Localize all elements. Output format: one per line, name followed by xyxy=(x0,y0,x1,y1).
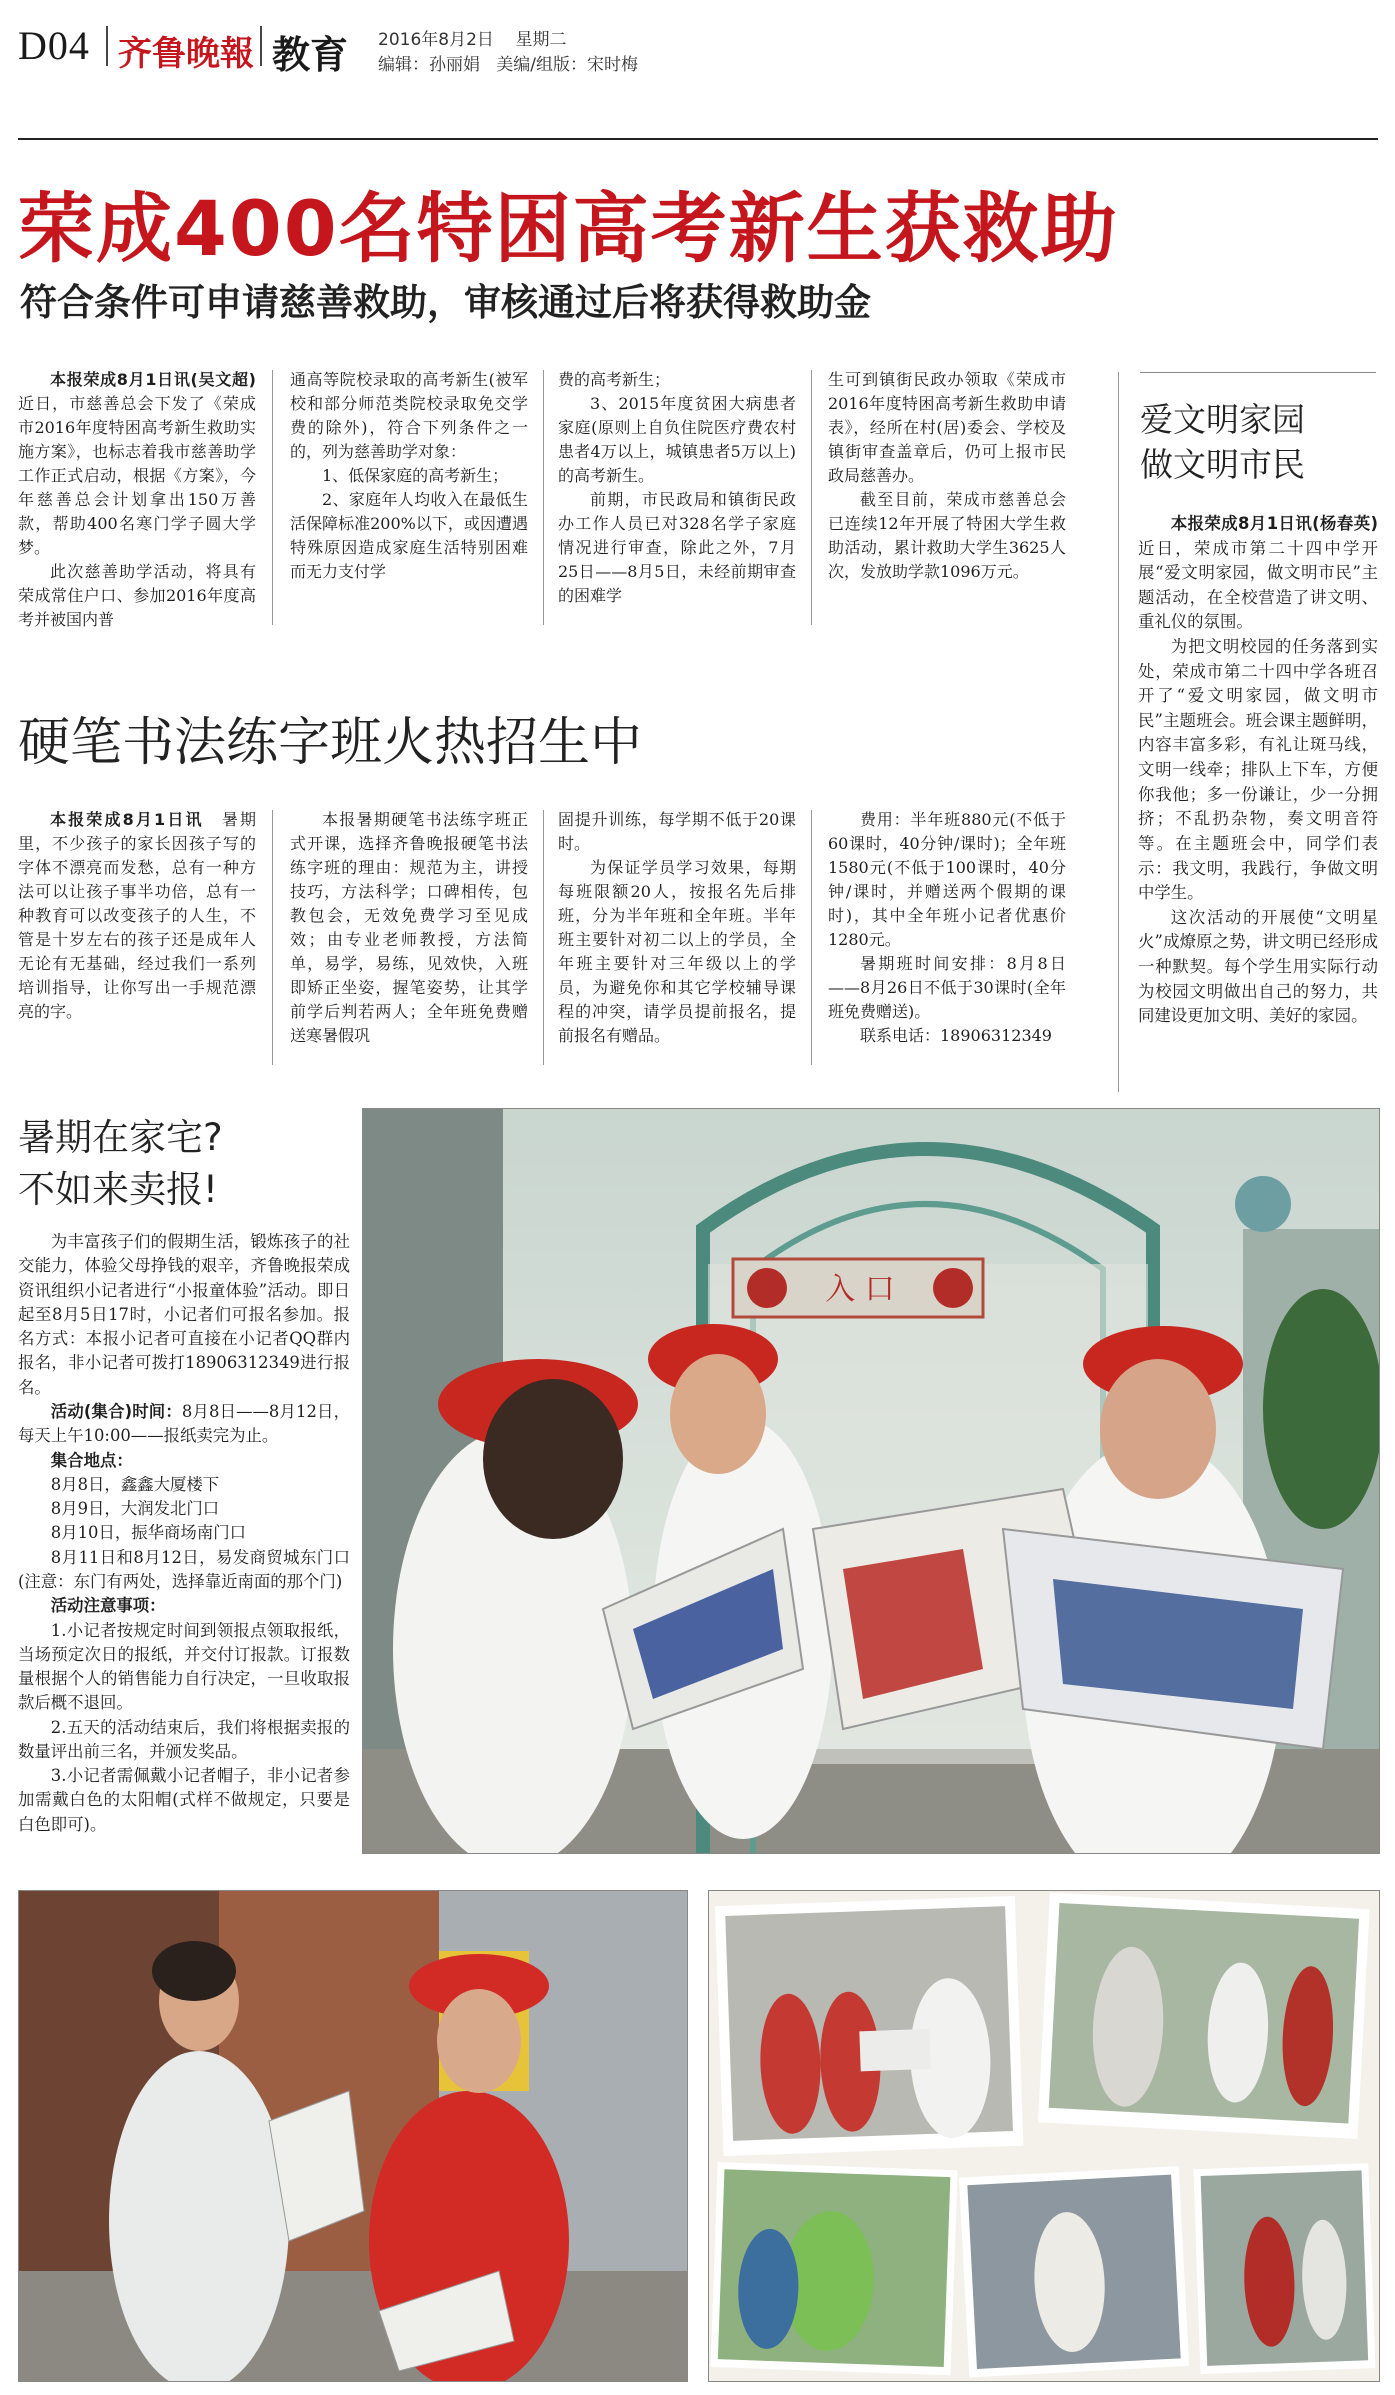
issue-weekday: 星期二 xyxy=(515,30,567,50)
article1-column-3 xyxy=(558,368,796,608)
paragraph-text: 前期，市民政局和镇街民政办工作人员已对328名学子家庭情况进行审查，除此之外，7月25日——8月5日，未经前期审查的困难学 xyxy=(558,490,796,605)
paragraph-text: 为把文明校园的任务落到实处，荣成市第二十四中学各班召开了“爱文明家园，做文明市民”主题班会。班会课主题鲜明，内容丰富多彩，有礼让斑马线，文明一线牵；排队上下车，方便你我他；多一份谦让，少一分拥挤；不乱扔杂物，奏文明音符等。在主题班会中，同学们表示：我文明，我践行，争做文明中学生。 xyxy=(1138,637,1378,903)
sidebar-title-line-2: 做文明市民 xyxy=(1140,444,1305,484)
paragraph-text: 这次活动的开展使“文明星火”成燎原之势，讲文明已经形成一种默契。每个学生用实际行动为校园文明做出自己的努力，共同建设更加文明、美好的家园。 xyxy=(1138,907,1378,1026)
box-place-item: 8月11日和8月12日，易发商贸城东门口(注意：东门有两处，选择靠近南面的那个门) xyxy=(18,1547,350,1591)
paragraph xyxy=(290,368,528,464)
article1-column-2 xyxy=(290,368,528,584)
paragraph-text: 联系电话：18906312349 xyxy=(860,1026,1052,1045)
paragraph xyxy=(558,856,796,1048)
paragraph-text: 生可到镇街民政办领取《荣成市2016年度特困高考新生救助申请表》，经所在村(居)委会、学校及镇街审查盖章后，仍可上报市民政局慈善办。 xyxy=(828,370,1066,485)
paragraph xyxy=(558,392,796,488)
article1-column-4 xyxy=(828,368,1066,584)
editor-credit: 编辑：孙丽娟 xyxy=(378,55,480,75)
column-rule xyxy=(543,370,544,625)
paragraph-text: 暑期班时间安排：8月8日——8月26日不低于30课时(全年班免费赠送)。 xyxy=(828,954,1066,1021)
paragraph-text: 近日，荣成市第二十四中学开展“爱文明家园，做文明市民”主题活动，在全校营造了讲文明、重礼仪的氛围。 xyxy=(1138,538,1378,632)
box-time-text: 8月8日——8月12日，每天上午10:00——报纸卖完为止。 xyxy=(18,1401,350,1446)
box-time xyxy=(18,1400,350,1449)
sidebar-rule xyxy=(1140,372,1376,373)
article1-column-1 xyxy=(18,368,273,632)
paragraph-text: 费的高考新生； xyxy=(558,370,671,389)
box-place-item: 8月9日，大润发北门口 xyxy=(50,1499,220,1519)
box-place-item: 8月10日，振华商场南门口 xyxy=(50,1523,246,1543)
box-title-line-2: 不如来卖报! xyxy=(18,1167,218,1211)
sidebar-divider xyxy=(1118,372,1119,1092)
article2-column-2 xyxy=(290,808,528,1048)
box-title xyxy=(18,1112,223,1216)
issue-date-line xyxy=(378,25,567,50)
paragraph xyxy=(290,488,528,584)
box-place-label: 集合地点： xyxy=(50,1450,133,1470)
column-rule xyxy=(272,370,273,625)
photo-kids-selling-street xyxy=(18,1890,688,2382)
paragraph xyxy=(558,808,796,856)
box-intro: 为丰富孩子们的假期生活，锻炼孩子的社交能力，体验父母挣钱的艰辛，齐鲁晚报荣成资讯组织小记者进行“小报童体验”活动。即日起至8月5日17时，小记者们可报名参加。报名方式：本报小记者可直接在小记者QQ群内报名，非小记者可拨打18906312349进行报名。 xyxy=(18,1232,350,1397)
paragraph-text: 近日，市慈善总会下发了《荣成市2016年度特困高考新生救助实施方案》，也标志着我市慈善助学工作正式启动，根据《方案》，今年慈善总会计划拿出150万善款，帮助400名寒门学子圆大学梦。 xyxy=(18,394,256,557)
photo-street-illustration xyxy=(19,1891,687,2381)
box-place-item: 8月8日，鑫鑫大厦楼下 xyxy=(50,1474,220,1494)
dateline: 本报荣成8月1日讯(吴文超) xyxy=(50,370,273,389)
paragraph xyxy=(828,952,1066,1024)
column-rule xyxy=(811,810,812,1065)
dateline: 本报荣成8月1日讯 xyxy=(50,810,222,829)
paragraph xyxy=(1138,906,1378,1029)
paragraph-text: 固提升训练，每学期不低于20课时。 xyxy=(558,810,796,853)
page-number: D04 xyxy=(18,23,90,68)
main-photo-illustration xyxy=(363,1109,1379,1853)
article2-column-4 xyxy=(828,808,1066,1048)
paragraph-text: 1、低保家庭的高考新生； xyxy=(322,466,509,485)
box-note-item: 2.五天的活动结束后，我们将根据卖报的数量评出前三名，并颁发奖品。 xyxy=(18,1717,350,1761)
paragraph-text: 截至目前，荣成市慈善总会已连续12年开展了特困大学生救助活动，累计救助大学生3625人次，发放助学款1096万元。 xyxy=(828,490,1066,581)
paragraph xyxy=(558,368,796,392)
paragraph-text: 为保证学员学习效果，每期每班限额20人，按报名先后排班，分为半年班和全年班。半年班主要针对初二以上的学员，全年班主要针对三年级以上的学员，为避免你和其它学校辅导课程的冲突，请学员提前报名，提前报名有赠品。 xyxy=(558,858,796,1045)
article2-headline: 硬笔书法练字班火热招生中 xyxy=(18,713,643,773)
paragraph-text: 暑期里，不少孩子的家长因孩子写的字体不漂亮而发愁，总有一种方法可以让孩子事半功倍，总有一种教育可以改变孩子的人生，不管是十岁左右的孩子还是成年人无论有无基础，经过我们一系列培训指导，让你写出一手规范漂亮的字。 xyxy=(18,810,256,1021)
paragraph xyxy=(18,560,256,632)
sidebar-title xyxy=(1140,398,1305,487)
box-body xyxy=(18,1230,350,1837)
paragraph xyxy=(828,368,1066,488)
article1-subheadline: 符合条件可申请慈善救助，审核通过后将获得救助金 xyxy=(20,281,871,324)
paragraph-text: 此次慈善助学活动，将具有荣成常住户口、参加2016年度高考并被国内普 xyxy=(18,562,256,629)
paragraph-text: 2、家庭年人均收入在最低生活保障标准200%以下，或因遭遇特殊原因造成家庭生活特别困难而无力支付学 xyxy=(290,490,528,581)
paragraph xyxy=(558,488,796,608)
photo-collage-illustration xyxy=(709,1891,1379,2381)
sidebar-body xyxy=(1138,512,1395,1029)
paragraph xyxy=(290,808,528,1048)
paragraph xyxy=(828,488,1066,584)
column-rule xyxy=(811,370,812,625)
article1-headline: 荣成400名特困高考新生获救助 xyxy=(18,184,1119,273)
paragraph-text: 费用：半年班880元(不低于60课时，40分钟/课时)；全年班1580元(不低于100课时，40分钟/课时，并赠送两个假期的课时)，其中全年班小记者优惠价1280元。 xyxy=(828,810,1066,949)
article2-column-1 xyxy=(18,808,256,1024)
paragraph-text: 通高等院校录取的高考新生(被军校和部分师范类院校录取免交学费的除外)，符合下列条件之一的，列为慈善助学对象： xyxy=(290,370,528,461)
header-divider xyxy=(260,26,262,66)
box-notes-label: 活动注意事项： xyxy=(50,1596,166,1616)
box-title-line-1: 暑期在家宅? xyxy=(18,1116,223,1159)
paragraph-text: 3、2015年度贫困大病患者家庭(原则上自负住院医疗费农村患者4万以上，城镇患者5万以上)的高考新生。 xyxy=(558,394,796,485)
paragraph xyxy=(18,808,256,1024)
header-rule xyxy=(18,138,1378,140)
main-photo-newspaper-kids xyxy=(362,1108,1380,1854)
paragraph xyxy=(1138,512,1395,635)
entrance-sign-text: 入 口 xyxy=(825,1272,895,1307)
photo-collage xyxy=(708,1890,1380,2382)
paragraph xyxy=(828,808,1066,952)
header-divider xyxy=(106,26,108,66)
dateline: 本报荣成8月1日讯(杨春英) xyxy=(1170,514,1395,533)
paragraph-text: 本报暑期硬笔书法练字班正式开课，选择齐鲁晚报硬笔书法练字班的理由：规范为主，讲授技巧，方法科学；口碑相传，包教包会，无效免费学习至见成效；由专业老师教授，方法简单，易学，易练，见效快，入班即矫正坐姿，握笔姿势，让其学前学后判若两人；全年班免费赠送寒暑假巩 xyxy=(290,810,528,1045)
article2-column-3 xyxy=(558,808,796,1048)
paragraph xyxy=(18,368,273,560)
designer-credit: 美编/组版：宋时梅 xyxy=(496,55,638,75)
issue-date: 2016年8月2日 xyxy=(378,30,494,50)
paragraph xyxy=(1138,635,1378,906)
credits-line xyxy=(378,50,638,75)
paragraph xyxy=(290,464,528,488)
box-note-item: 3.小记者需佩戴小记者帽子，非小记者参加需戴白色的太阳帽(式样不做规定，只要是白色即可)。 xyxy=(18,1766,350,1834)
paragraph xyxy=(828,1024,1066,1048)
sidebar-title-line-1: 爱文明家园 xyxy=(1140,400,1305,439)
box-note-item: 1.小记者按规定时间到领报点领取报纸，当场预定次日的报纸，并交付订报款。订报数量根据个人的销售能力自行决定，一旦收取报款后概不退回。 xyxy=(18,1620,350,1713)
box-time-label: 活动(集合)时间： xyxy=(50,1401,182,1421)
column-rule xyxy=(543,810,544,1065)
section-title: 教育 xyxy=(272,33,349,77)
column-rule xyxy=(272,810,273,1065)
newspaper-logo: 齐鲁晚報 xyxy=(118,34,254,74)
